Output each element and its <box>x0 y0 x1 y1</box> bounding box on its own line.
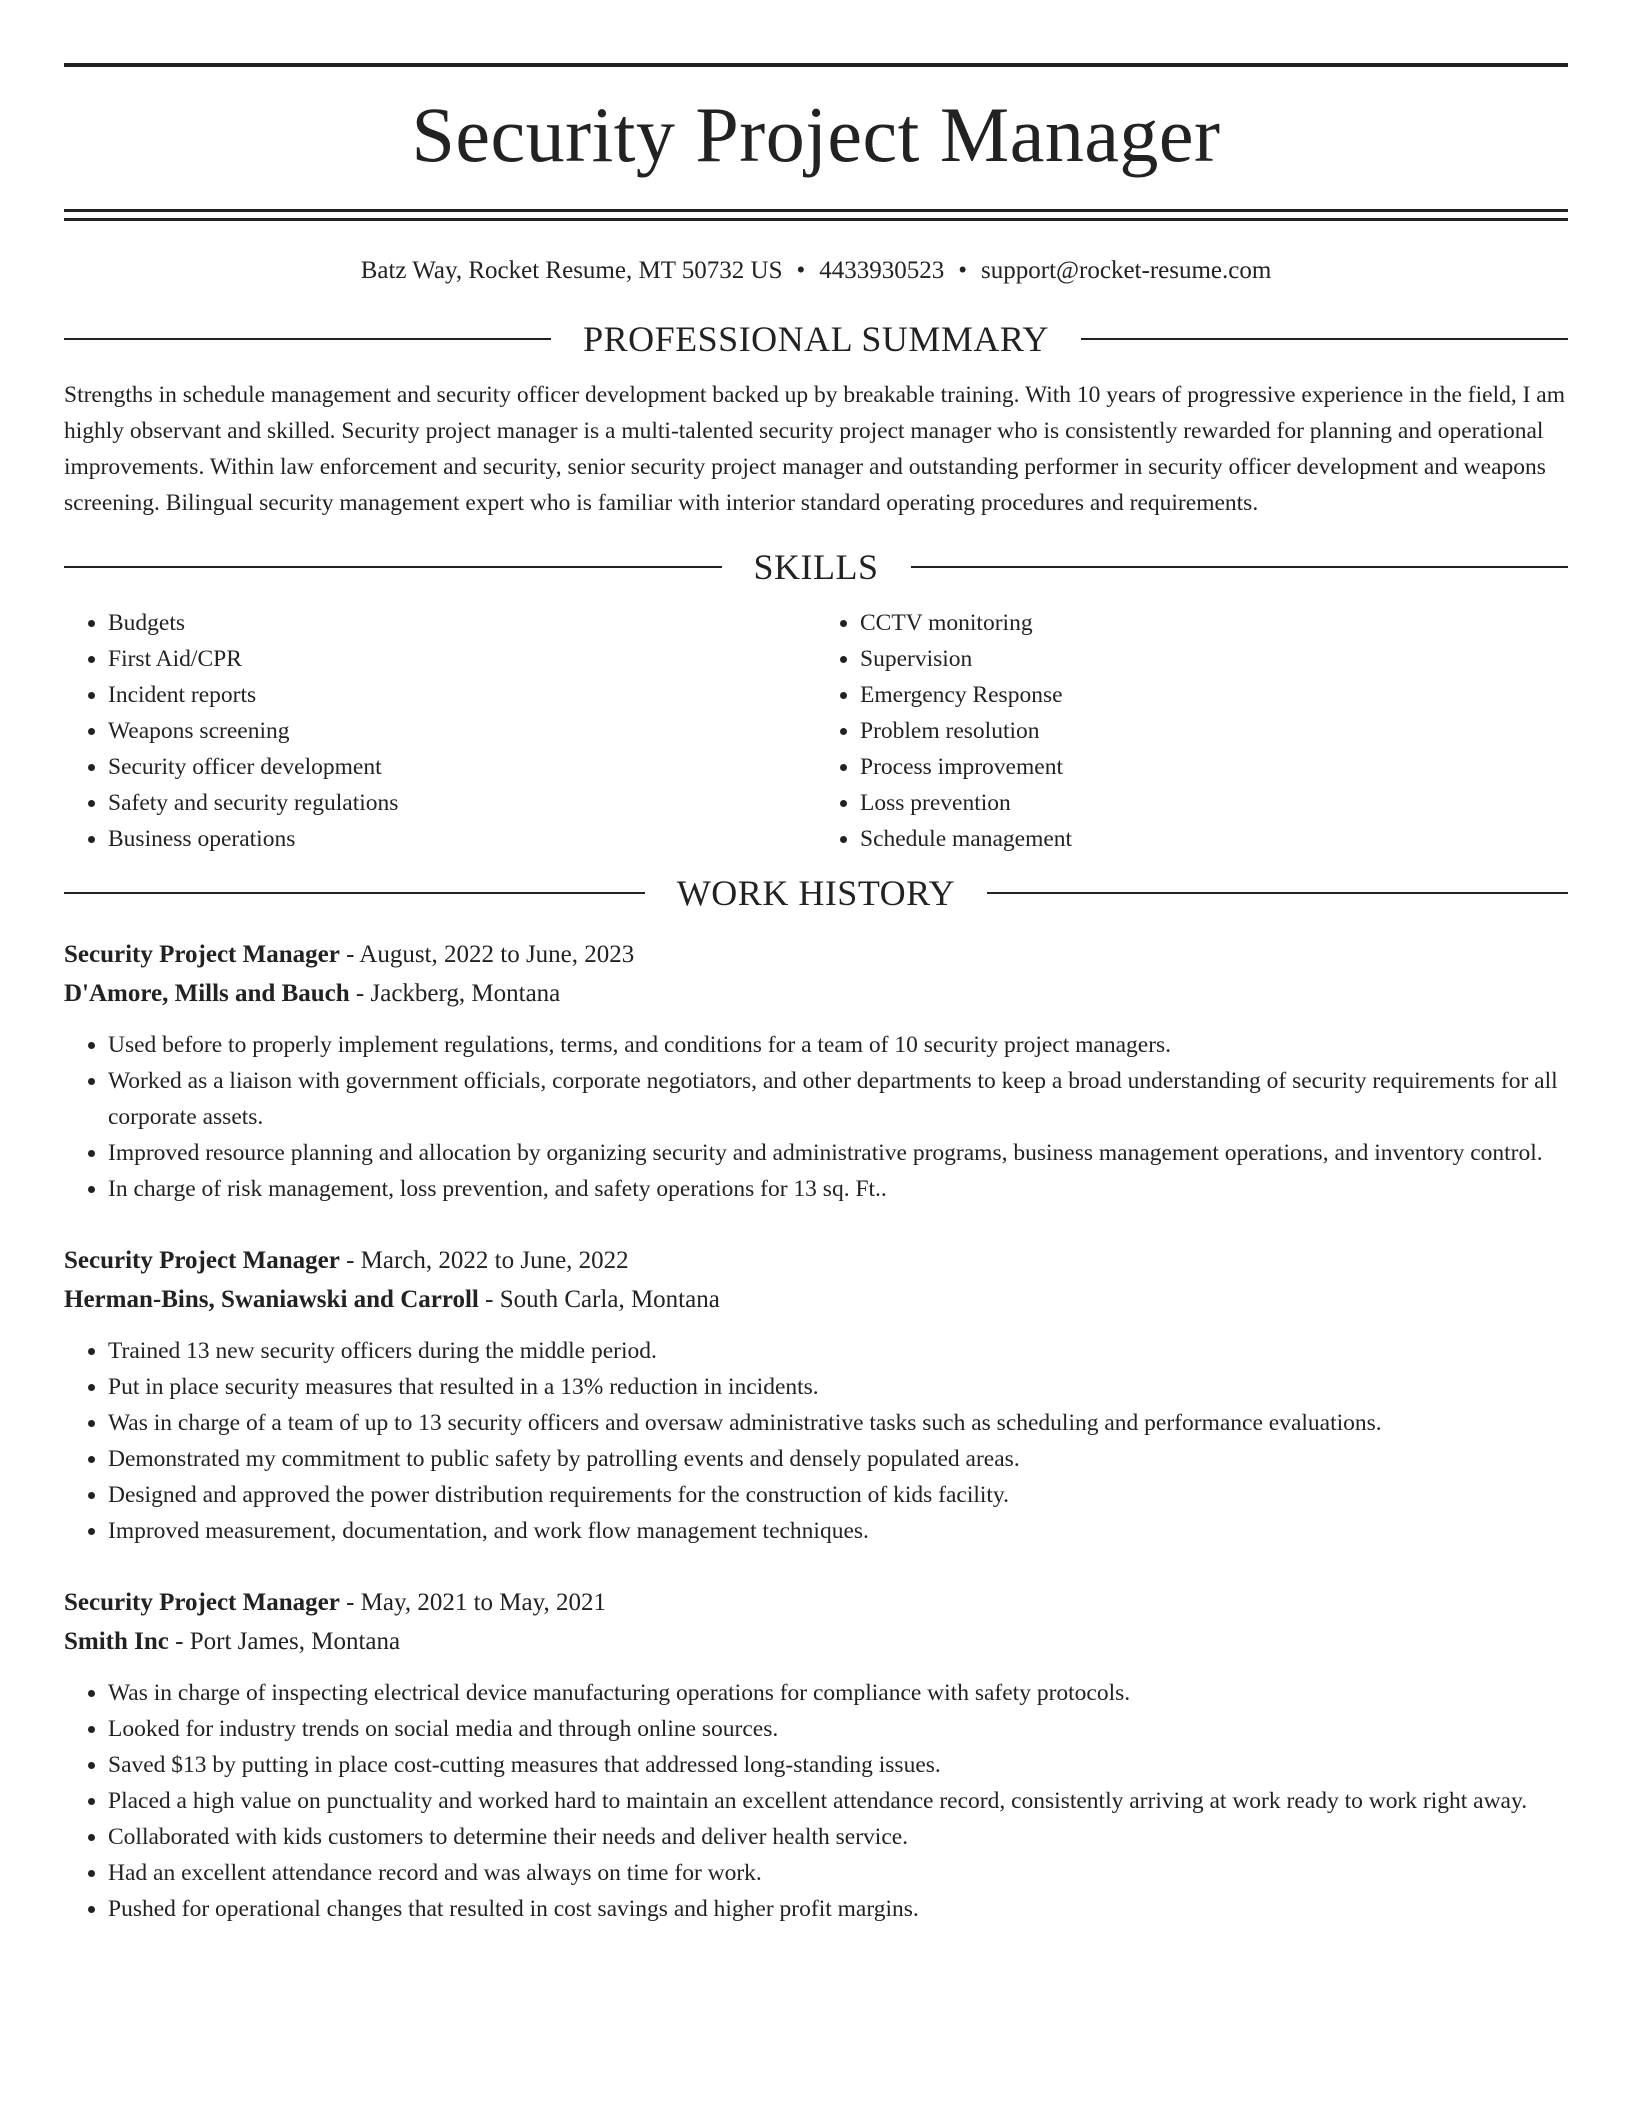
job-role: Security Project Manager <box>64 940 340 968</box>
skill-item: • CCTV monitoring <box>860 605 1568 641</box>
heading-rule <box>64 892 645 894</box>
heading-rule <box>1081 338 1568 340</box>
job-company: Herman-Bins, Swaniawski and Carroll <box>64 1285 479 1313</box>
title-double-rule <box>64 209 1568 221</box>
job-bullet: • Pushed for operational changes that resulted in cost savings and higher profit margins. <box>108 1891 1568 1927</box>
job-role-line <box>64 1241 1568 1280</box>
skill-item: • Budgets <box>108 605 816 641</box>
job-role: Security Project Manager <box>64 1246 340 1274</box>
job-company: D'Amore, Mills and Bauch <box>64 979 350 1007</box>
job-bullet: • Used before to properly implement regulations, terms, and conditions for a team of 10 security project managers. <box>108 1027 1568 1063</box>
skill-item: • Emergency Response <box>860 677 1568 713</box>
job-bullets <box>64 1027 1568 1207</box>
job-bullet: • Looked for industry trends on social media and through online sources. <box>108 1711 1568 1747</box>
skill-item: • Loss prevention <box>860 785 1568 821</box>
skills-column-right <box>816 605 1568 857</box>
heading-rule <box>987 892 1568 894</box>
skill-item: • Weapons screening <box>108 713 816 749</box>
skill-item: • Process improvement <box>860 749 1568 785</box>
section-title: WORK HISTORY <box>676 872 956 913</box>
professional-summary: Strengths in schedule management and security officer development backed up by breakable training. With 10 years of progressive experience in the field, I am highly observant and skilled. Security project manager is a multi-talented security project manager who is consistently rewarded for planning and operational improvements. Within law enforcement and security, senior security project manager and outstanding performer in security officer development and weapons screening. Bilingual security management expert who is familiar with interior standard operating procedures and requirements. <box>64 382 1566 516</box>
job-bullet: • Placed a high value on punctuality and worked hard to maintain an excellent attendance record, consistently arriving at work ready to work right away. <box>108 1783 1568 1819</box>
job-bullet: • Had an excellent attendance record and was always on time for work. <box>108 1855 1568 1891</box>
job-bullet: • Saved $13 by putting in place cost-cutting measures that addressed long-standing issues. <box>108 1747 1568 1783</box>
job-role: Security Project Manager <box>64 1588 340 1616</box>
skill-item: • First Aid/CPR <box>108 641 816 677</box>
job-location: - Jackberg, Montana <box>349 979 561 1007</box>
job-company-line <box>64 1280 1568 1319</box>
contact-email[interactable]: support@rocket-resume.com <box>981 257 1272 284</box>
section-title: SKILLS <box>753 546 879 587</box>
skill-item: • Business operations <box>108 821 816 857</box>
skill-item: • Security officer development <box>108 749 816 785</box>
heading-rule <box>64 566 722 568</box>
job-bullet: • In charge of risk management, loss prevention, and safety operations for 13 sq. Ft.. <box>108 1171 1568 1207</box>
contact-line <box>64 253 1568 289</box>
job-company: Smith Inc <box>64 1627 169 1655</box>
job-bullet: • Collaborated with kids customers to determine their needs and deliver health service. <box>108 1819 1568 1855</box>
heading-rule <box>64 338 551 340</box>
section-title: PROFESSIONAL SUMMARY <box>583 319 1049 359</box>
job-entry <box>64 935 1568 1207</box>
job-location: - Port James, Montana <box>168 1627 401 1655</box>
job-role-line <box>64 935 1568 974</box>
job-company-line <box>64 1622 1568 1661</box>
job-bullet: • Designed and approved the power distribution requirements for the construction of kids facility. <box>108 1477 1568 1513</box>
job-bullet: • Trained 13 new security officers during the middle period. <box>108 1333 1568 1369</box>
job-bullets <box>64 1675 1568 1927</box>
top-rule <box>64 63 1568 67</box>
job-entry <box>64 1583 1568 1927</box>
job-company-line <box>64 974 1568 1013</box>
job-bullet: • Improved resource planning and allocation by organizing security and administrative programs, business management operations, and inventory control. <box>108 1135 1568 1171</box>
contact-separator: • <box>796 257 806 284</box>
skill-item: • Problem resolution <box>860 713 1568 749</box>
job-bullet: • Was in charge of a team of up to 13 security officers and oversaw administrative tasks such as scheduling and performance evaluations. <box>108 1405 1568 1441</box>
section-heading-work-history <box>64 871 1568 915</box>
skills-column-left <box>64 605 816 857</box>
job-bullet: • Worked as a liaison with government officials, corporate negotiators, and other departments to keep a broad understanding of security requirements for all corporate assets. <box>108 1063 1568 1135</box>
job-bullet: • Demonstrated my commitment to public safety by patrolling events and densely populated areas. <box>108 1441 1568 1477</box>
job-role-line <box>64 1583 1568 1622</box>
contact-separator: • <box>958 257 968 284</box>
section-heading-summary <box>64 317 1568 361</box>
job-bullet: • Put in place security measures that resulted in a 13% reduction in incidents. <box>108 1369 1568 1405</box>
heading-rule <box>911 566 1569 568</box>
skill-item: • Incident reports <box>108 677 816 713</box>
job-dates: - March, 2022 to June, 2022 <box>339 1246 629 1274</box>
skills-list <box>64 605 1568 857</box>
job-dates: - May, 2021 to May, 2021 <box>339 1588 607 1616</box>
contact-address: Batz Way, Rocket Resume, MT 50732 US <box>360 257 783 284</box>
resume-title: Security Project Manager <box>411 91 1221 178</box>
job-entry <box>64 1241 1568 1549</box>
job-location: - South Carla, Montana <box>478 1285 720 1313</box>
job-bullet: • Was in charge of inspecting electrical device manufacturing operations for compliance with safety protocols. <box>108 1675 1568 1711</box>
skill-item: • Schedule management <box>860 821 1568 857</box>
skill-item: • Safety and security regulations <box>108 785 816 821</box>
job-dates: - August, 2022 to June, 2023 <box>339 940 635 968</box>
job-bullets <box>64 1333 1568 1549</box>
job-bullet: • Improved measurement, documentation, and work flow management techniques. <box>108 1513 1568 1549</box>
contact-phone: 4433930523 <box>819 257 945 284</box>
skill-item: • Supervision <box>860 641 1568 677</box>
section-heading-skills <box>64 545 1568 589</box>
